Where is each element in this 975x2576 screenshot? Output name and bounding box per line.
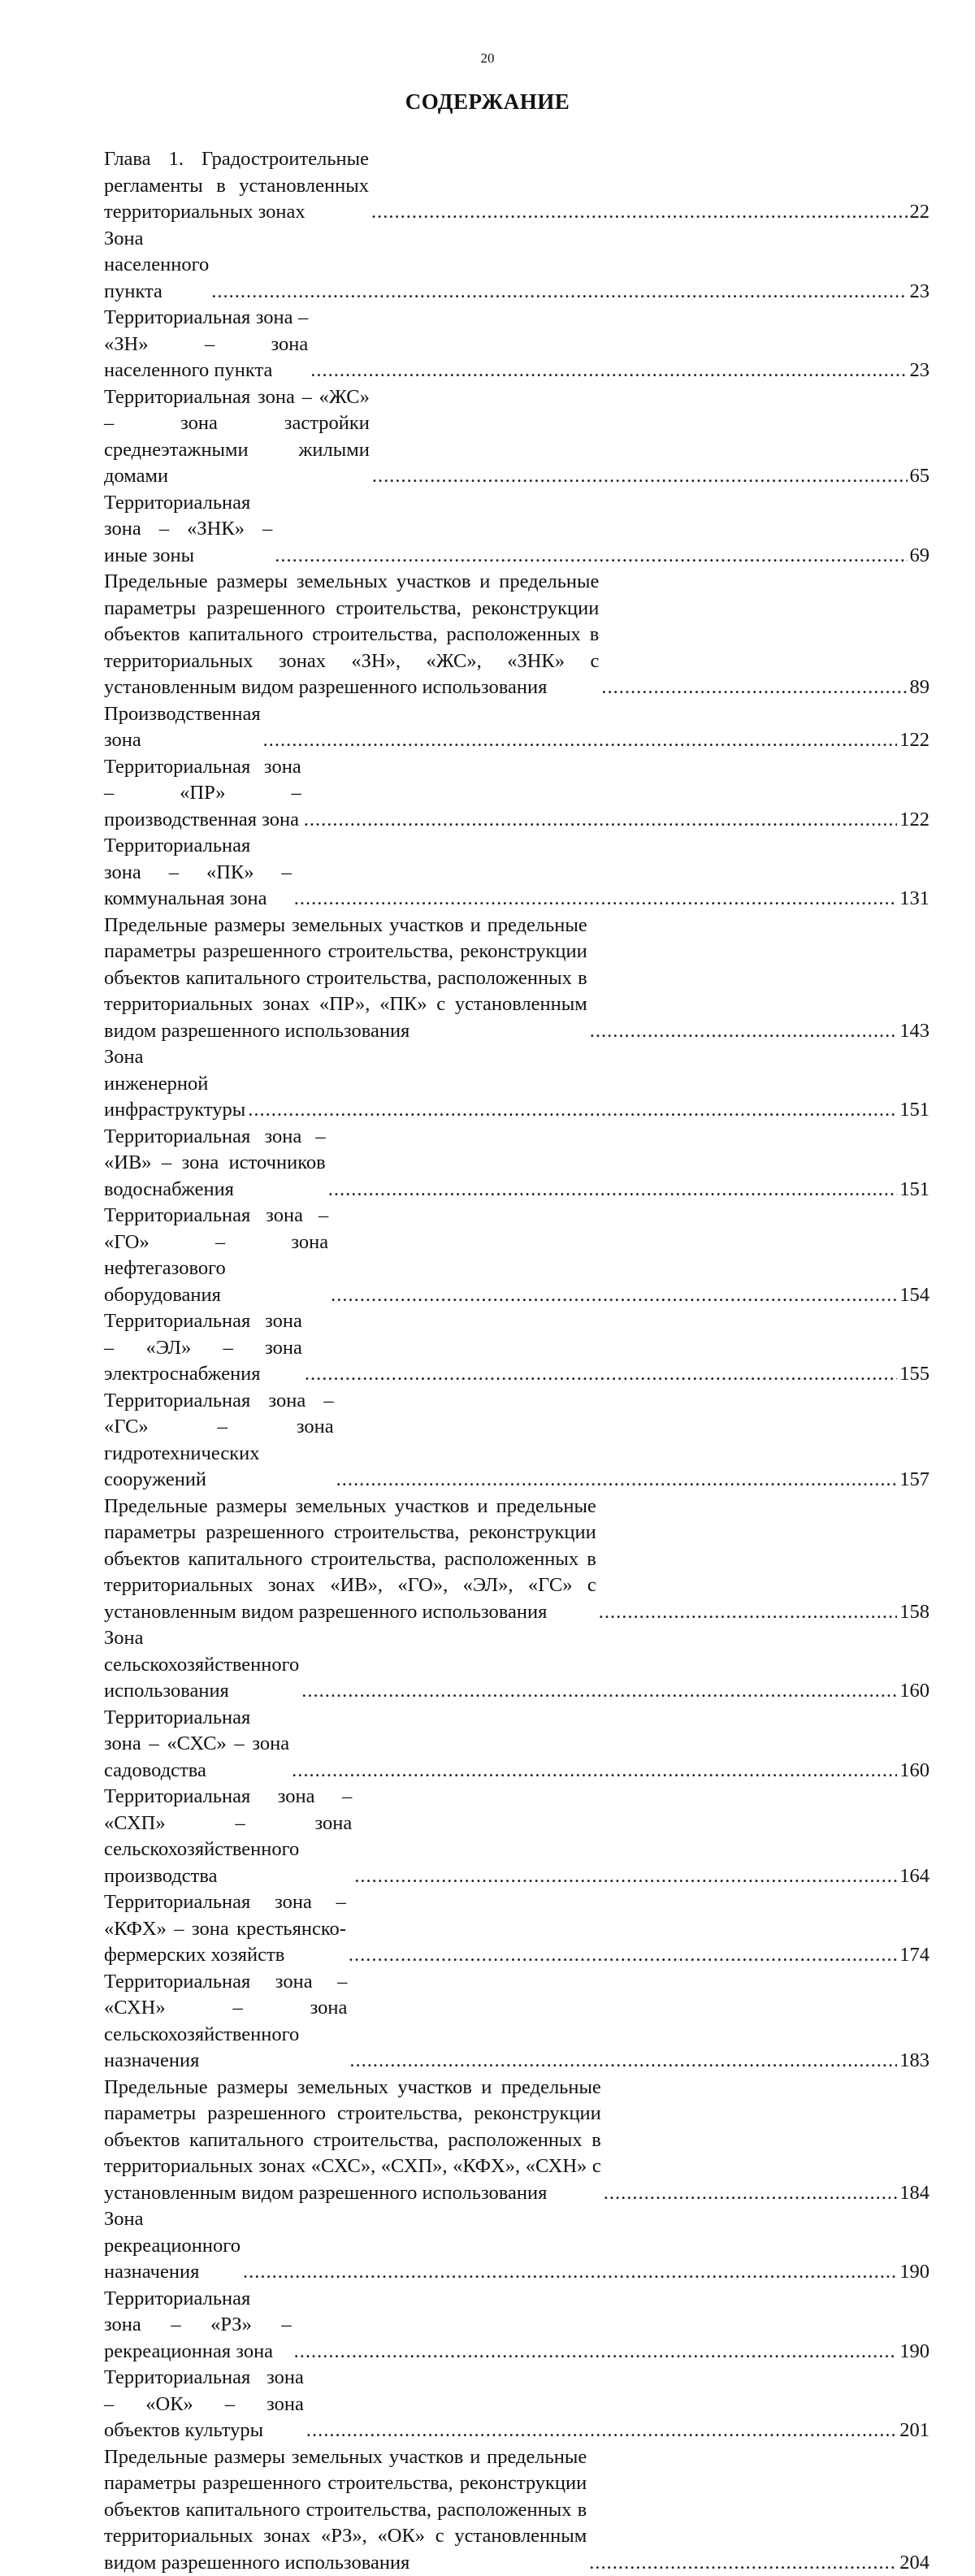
toc-entry-page-number: 65	[910, 463, 930, 490]
toc-entry-page-number: 23	[910, 358, 930, 384]
toc-entry-page-number: 89	[910, 674, 930, 701]
toc-entry	[104, 2444, 930, 2576]
toc-entry-text: Производственная зона	[104, 701, 261, 754]
dot-leader	[601, 674, 907, 701]
toc-entry-page-number: 201	[899, 2418, 930, 2444]
toc-entry-page-number: 23	[910, 279, 930, 306]
toc-entry-page-number: 160	[899, 1758, 930, 1785]
toc-entry-page-number: 151	[899, 1097, 930, 1124]
dot-leader	[349, 1942, 897, 1969]
toc-entry-text: Предельные размеры земельных участков и предельные параметры разрешенного строительства, реконструкции объектов капитального строительства, расположенных в территориальных зонах «СХС», «СХП», «КФХ», «СХН» с установленным видом разрешенного использования	[104, 2075, 601, 2207]
toc-entry	[104, 2365, 930, 2444]
toc-entry-text: Территориальная зона – «ОК» – зона объектов культуры	[104, 2365, 304, 2444]
dot-leader	[294, 2339, 898, 2366]
dot-leader	[349, 2048, 897, 2075]
toc-entry-text: Территориальная зона – «ЭЛ» – зона электроснабжения	[104, 1308, 302, 1388]
toc-entry	[104, 2286, 930, 2366]
dot-leader	[305, 1361, 897, 1388]
table-of-contents	[104, 146, 930, 2576]
toc-entry-page-number: 143	[899, 1018, 930, 1045]
dot-leader	[275, 543, 907, 570]
dot-leader	[599, 1599, 897, 1626]
toc-entry	[104, 1969, 930, 2075]
toc-entry	[104, 1625, 930, 1705]
dot-leader	[292, 1758, 897, 1785]
toc-entry-page-number: 131	[899, 886, 930, 913]
toc-entry	[104, 305, 930, 384]
toc-entry-page-number: 174	[899, 1942, 930, 1969]
toc-entry-text: Зона рекреационного назначения	[104, 2206, 240, 2286]
toc-entry-text: Территориальная зона – «СХС» – зона садоводства	[104, 1705, 289, 1785]
toc-entry-text: Зона сельскохозяйственного использования	[104, 1625, 299, 1705]
toc-entry-page-number: 183	[899, 2048, 930, 2075]
dot-leader	[372, 463, 908, 490]
toc-entry	[104, 1889, 930, 1969]
dot-leader	[243, 2259, 897, 2286]
dot-leader	[590, 1018, 898, 1045]
toc-entry-page-number: 158	[899, 1599, 930, 1626]
toc-entry	[104, 569, 930, 701]
toc-entry-page-number: 160	[899, 1678, 930, 1705]
toc-entry	[104, 1705, 930, 1785]
toc-entry-text: Зона населенного пункта	[104, 226, 209, 306]
toc-entry-text: Территориальная зона – «ПР» – производственная зона	[104, 754, 301, 834]
dot-leader	[371, 199, 908, 226]
toc-entry-text: Территориальная зона – «ЗНК» – иные зоны	[104, 490, 272, 570]
toc-entry-text: Территориальная зона – «ГС» – зона гидротехнических сооружений	[104, 1388, 334, 1494]
dot-leader	[211, 279, 907, 306]
page-number: 20	[0, 50, 975, 67]
dot-leader	[354, 1863, 897, 1890]
toc-entry-page-number: 204	[899, 2550, 930, 2576]
toc-entry-text: Предельные размеры земельных участков и предельные параметры разрешенного строительства, реконструкции объектов капитального строительства, расположенных в территориальных зонах «ПР», «ПК» с установленным видом разрешенного использования	[104, 913, 587, 1045]
toc-entry-page-number: 164	[899, 1863, 930, 1890]
dot-leader	[331, 1282, 897, 1309]
toc-entry-page-number: 190	[899, 2339, 930, 2366]
toc-entry-page-number: 155	[899, 1361, 930, 1388]
toc-entry-text: Зона инженерной инфраструктуры	[104, 1044, 245, 1124]
toc-entry	[104, 146, 930, 226]
toc-entry	[104, 1124, 930, 1203]
toc-entry-text: Предельные размеры земельных участков и предельные параметры разрешенного строительства, реконструкции объектов капитального строительства, расположенных в территориальных зонах «РЗ», «ОК» с установленным видом разрешенного использования	[104, 2444, 587, 2576]
toc-entry-text: Территориальная зона – «ЖС» – зона застройки среднеэтажными жилыми домами	[104, 384, 370, 490]
toc-entry-page-number: 151	[899, 1177, 930, 1203]
toc-entry-text: Глава 1. Градостроительные регламенты в установленных территориальных зонах	[104, 146, 369, 226]
page-title: СОДЕРЖАНИЕ	[0, 89, 975, 115]
dot-leader	[294, 886, 898, 913]
toc-entry-text: Территориальная зона – «ГО» – зона нефтегазового оборудования	[104, 1203, 328, 1308]
toc-entry	[104, 1388, 930, 1494]
toc-entry-text: Территориальная зона – «КФХ» – зона крестьянско-фермерских хозяйств	[104, 1889, 346, 1969]
dot-leader	[328, 1177, 898, 1203]
toc-entry-text: Предельные размеры земельных участков и предельные параметры разрешенного строительства, реконструкции объектов капитального строительства, расположенных в территориальных зонах «ЗН», «ЖС», «ЗНК» с установленным видом разрешенного использования	[104, 569, 599, 701]
toc-entry-text: Территориальная зона – «СХП» – зона сельскохозяйственного производства	[104, 1784, 352, 1889]
toc-entry	[104, 1784, 930, 1889]
toc-entry-text: Территориальная зона – «ПК» – коммунальная зона	[104, 833, 292, 913]
toc-entry	[104, 490, 930, 570]
toc-entry-page-number: 154	[899, 1282, 930, 1309]
toc-entry-text: Территориальная зона – «СХН» – зона сельскохозяйственного назначения	[104, 1969, 347, 2075]
toc-entry-page-number: 122	[899, 727, 930, 754]
toc-entry-text: Территориальная зона – «РЗ» – рекреационная зона	[104, 2286, 292, 2366]
dot-leader	[304, 807, 898, 834]
toc-entry	[104, 384, 930, 490]
toc-entry-page-number: 122	[899, 807, 930, 834]
dot-leader	[336, 1467, 898, 1494]
dot-leader	[248, 1097, 897, 1124]
toc-entry	[104, 1203, 930, 1308]
toc-entry	[104, 754, 930, 834]
toc-entry-text: Территориальная зона – «ИВ» – зона источников водоснабжения	[104, 1124, 326, 1203]
toc-entry	[104, 913, 930, 1045]
dot-leader	[301, 1678, 897, 1705]
toc-entry	[104, 1494, 930, 1626]
toc-entry-text: Территориальная зона – «ЗН» – зона населенного пункта	[104, 305, 308, 384]
toc-entry-text: Предельные размеры земельных участков и предельные параметры разрешенного строительства, реконструкции объектов капитального строительства, расположенных в территориальных зонах «ИВ», «ГО», «ЭЛ», «ГС» с установленным видом разрешенного использования	[104, 1494, 596, 1626]
toc-entry-page-number: 69	[910, 543, 930, 570]
toc-entry-page-number: 184	[899, 2180, 930, 2207]
toc-entry	[104, 2075, 930, 2207]
dot-leader	[263, 727, 898, 754]
toc-entry	[104, 833, 930, 913]
dot-leader	[306, 2418, 897, 2444]
toc-entry	[104, 1044, 930, 1124]
dot-leader	[310, 358, 907, 384]
toc-entry	[104, 701, 930, 754]
toc-entry	[104, 1308, 930, 1388]
dot-leader	[589, 2550, 897, 2576]
toc-entry	[104, 2206, 930, 2286]
toc-entry-page-number: 22	[910, 199, 930, 226]
toc-entry	[104, 226, 930, 306]
dot-leader	[604, 2180, 897, 2207]
toc-entry-page-number: 157	[899, 1467, 930, 1494]
toc-entry-page-number: 190	[899, 2259, 930, 2286]
